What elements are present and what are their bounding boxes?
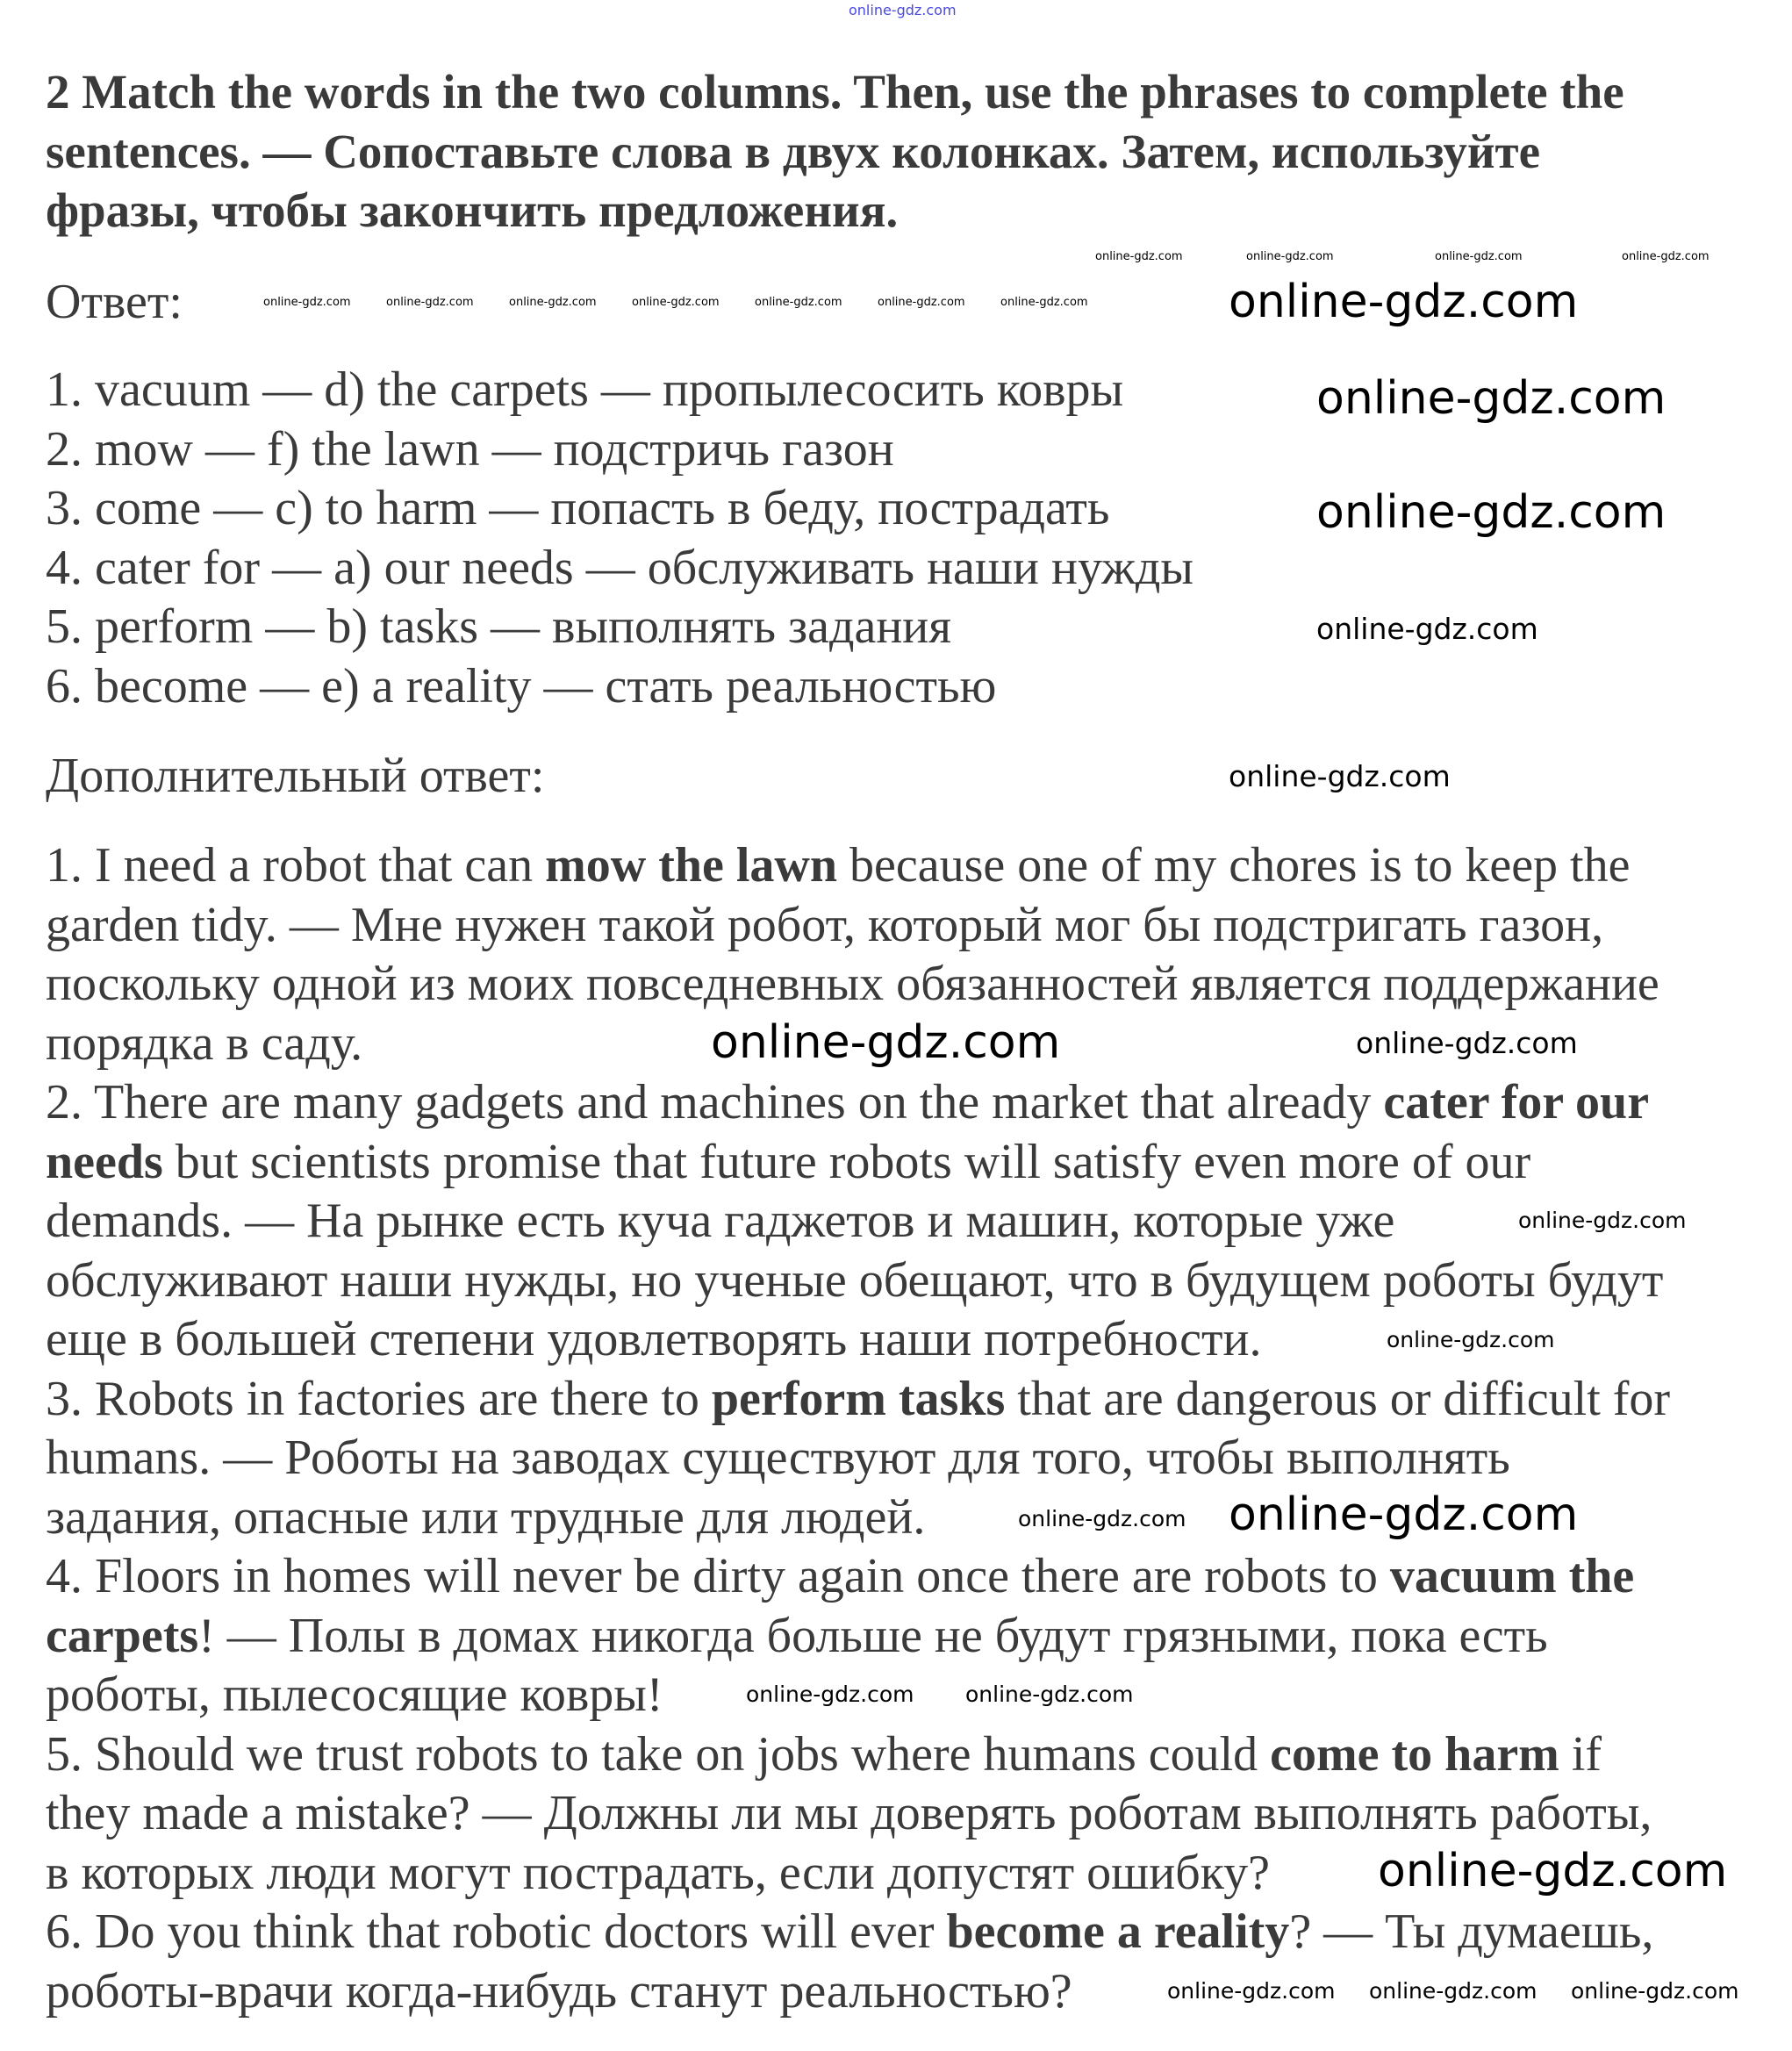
watermark: online-gdz.com bbox=[1316, 372, 1667, 425]
sentence-text: порядка в саду. bbox=[46, 1015, 363, 1071]
answer-label: Ответ: bbox=[46, 275, 183, 329]
watermark: online-gdz.com bbox=[1378, 1845, 1728, 1897]
sentence-text: but scientists promise that future robots will satisfy even more of our bbox=[162, 1134, 1531, 1189]
matches-list bbox=[46, 361, 1193, 716]
sentence-text: that are dangerous or difficult for bbox=[1005, 1371, 1671, 1426]
sentence-text: 6. Do you think that robotic doctors will ever bbox=[46, 1904, 947, 1959]
sentence-line bbox=[46, 1429, 1670, 1488]
match-item: 3. come — c) to harm — попасть в беду, пострадать bbox=[46, 481, 1110, 535]
sentence-line bbox=[46, 1547, 1670, 1607]
watermark: online-gdz.com bbox=[746, 1682, 914, 1707]
sentence-line bbox=[46, 1251, 1670, 1311]
match-item: 4. cater for — a) our needs — обслуживать наши нужды bbox=[46, 540, 1194, 595]
key-phrase: vacuum the bbox=[1389, 1549, 1635, 1603]
sentence-line bbox=[46, 1073, 1670, 1133]
key-phrase: perform tasks bbox=[711, 1371, 1006, 1426]
watermark: online-gdz.com bbox=[1229, 1488, 1579, 1541]
extra-answer-heading bbox=[46, 747, 544, 807]
watermark: online-gdz.com bbox=[1387, 1327, 1555, 1352]
key-phrase: carpets bbox=[46, 1608, 199, 1663]
watermark: online-gdz.com bbox=[1316, 486, 1667, 539]
sentence-line bbox=[46, 1725, 1670, 1785]
sentence-text: 5. Should we trust robots to take on jobs where humans could bbox=[46, 1726, 1271, 1782]
sentence-text: еще в большей степени удовлетворять наши потребности. bbox=[46, 1312, 1262, 1366]
title-line: 2 Match the words in the two columns. Then, use the phrases to complete the bbox=[46, 65, 1624, 118]
watermark: online-gdz.com bbox=[1000, 296, 1088, 309]
sentence-line bbox=[46, 1784, 1670, 1844]
sentence-line bbox=[46, 1192, 1670, 1251]
match-item: 6. become — e) a reality — стать реальностью bbox=[46, 658, 997, 714]
watermark: online-gdz.com bbox=[1571, 1978, 1739, 2004]
sentence-line bbox=[46, 1607, 1670, 1667]
sentence-line bbox=[46, 896, 1670, 956]
sentence-text: 4. Floors in homes will never be dirty again once there are robots to bbox=[46, 1549, 1390, 1603]
key-phrase: come to harm bbox=[1270, 1726, 1559, 1782]
watermark: online-gdz.com bbox=[1229, 276, 1579, 328]
watermark: online-gdz.com bbox=[878, 296, 965, 309]
watermark: online-gdz.com bbox=[509, 296, 597, 309]
watermark: online-gdz.com bbox=[755, 296, 842, 309]
sentence-text: because one of my chores is to keep the bbox=[837, 838, 1631, 893]
sentence-text: they made a mistake? — Должны ли мы доверять роботам выполнять работы, bbox=[46, 1786, 1652, 1840]
key-phrase: become a reality bbox=[946, 1904, 1290, 1959]
sentence-line bbox=[46, 1903, 1670, 1962]
watermark: online-gdz.com bbox=[1622, 250, 1710, 263]
watermark: online-gdz.com bbox=[386, 296, 474, 309]
title-line: фразы, чтобы закончить предложения. bbox=[46, 183, 899, 237]
answer-heading bbox=[46, 273, 183, 333]
key-phrase: needs bbox=[46, 1134, 163, 1189]
sentence-text: 3. Robots in factories are there to bbox=[46, 1371, 712, 1426]
title-line: sentences. — Сопоставьте слова в двух колонках. Затем, используйте bbox=[46, 124, 1540, 178]
sentence-line bbox=[46, 1133, 1670, 1193]
watermark: online-gdz.com bbox=[1518, 1208, 1687, 1233]
watermark: online-gdz.com bbox=[263, 296, 351, 309]
sentence-text: 1. I need a robot that can bbox=[46, 838, 546, 893]
match-item: 1. vacuum — d) the carpets — пропылесосить ковры bbox=[46, 362, 1124, 417]
sentence-line bbox=[46, 836, 1670, 896]
sentence-line bbox=[46, 955, 1670, 1015]
watermark: online-gdz.com bbox=[1229, 759, 1451, 793]
sentence-text: поскольку одной из моих повседневных обязанностей является поддержание bbox=[46, 957, 1659, 1011]
sentence-text: ? — Ты думаешь, bbox=[1289, 1904, 1654, 1959]
watermark: online-gdz.com bbox=[965, 1682, 1134, 1707]
sentence-text: роботы-врачи когда-нибудь станут реальностью? bbox=[46, 1963, 1072, 2019]
watermark: online-gdz.com bbox=[1435, 250, 1523, 263]
sentence-text: 2. There are many gadgets and machines on the market that already bbox=[46, 1075, 1384, 1129]
sentence-text: в которых люди могут пострадать, если допустят ошибку? bbox=[46, 1845, 1270, 1900]
match-item: 2. mow — f) the lawn — подстричь газон bbox=[46, 421, 894, 477]
sentence-text: demands. — На рынке есть куча гаджетов и машин, которые уже bbox=[46, 1194, 1395, 1248]
watermark: online-gdz.com bbox=[1369, 1978, 1538, 2004]
key-phrase: cater for our bbox=[1383, 1075, 1650, 1129]
watermark: online-gdz.com bbox=[1316, 612, 1538, 646]
watermark: online-gdz.com bbox=[1095, 250, 1183, 263]
sentence-text: ! — Полы в домах никогда больше не будут грязными, пока есть bbox=[198, 1608, 1548, 1663]
watermark: online-gdz.com bbox=[711, 1016, 1061, 1069]
sentence-line bbox=[46, 1370, 1670, 1430]
watermark: online-gdz.com bbox=[849, 2, 957, 18]
key-phrase: mow the lawn bbox=[545, 838, 837, 893]
sentence-text: humans. — Роботы на заводах существуют для того, чтобы выполнять bbox=[46, 1431, 1510, 1485]
sentence-text: garden tidy. — Мне нужен такой робот, который мог бы подстригать газон, bbox=[46, 897, 1604, 952]
sentences-block bbox=[46, 836, 1670, 2021]
watermark: online-gdz.com bbox=[1246, 250, 1334, 263]
watermark: online-gdz.com bbox=[1018, 1506, 1186, 1531]
watermark: online-gdz.com bbox=[1167, 1978, 1336, 2004]
sentence-text: if bbox=[1559, 1726, 1602, 1782]
exercise-title bbox=[46, 62, 1624, 240]
match-item: 5. perform — b) tasks — выполнять задания bbox=[46, 599, 952, 654]
watermark: online-gdz.com bbox=[632, 296, 720, 309]
extra-answer-label: Дополнительный ответ: bbox=[46, 749, 545, 803]
sentence-text: обслуживают наши нужды, но ученые обещают, что в будущем роботы будут bbox=[46, 1252, 1664, 1308]
watermark: online-gdz.com bbox=[1356, 1026, 1578, 1060]
sentence-text: задания, опасные или трудные для людей. bbox=[46, 1489, 926, 1545]
sentence-text: роботы, пылесосящие ковры! bbox=[46, 1667, 663, 1722]
